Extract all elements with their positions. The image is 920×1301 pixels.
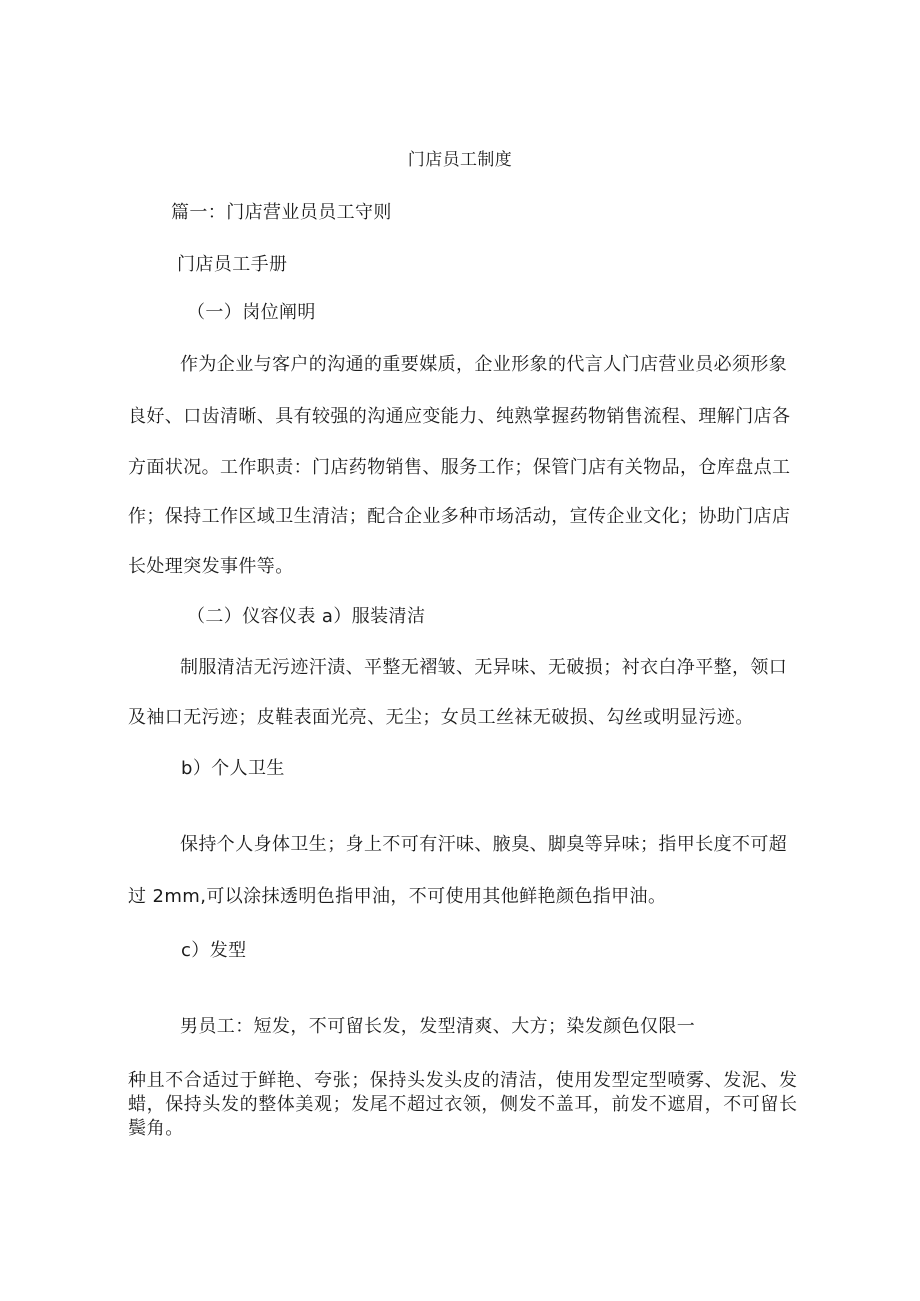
- paragraph-line: 及袖口无污迹；皮鞋表面光亮、无尘；女员工丝袜无破损、勾丝或明显污迹。: [128, 707, 754, 728]
- paragraph-line: 鬓角。: [128, 1118, 184, 1139]
- paragraph-line: 长处理突发事件等。: [128, 556, 294, 577]
- chapter-heading: 篇一：门店营业员员工守则: [171, 202, 392, 223]
- paragraph-line: 种且不合适过于鲜艳、夸张；保持头发头皮的清洁，使用发型定型喷雾、发泥、发: [128, 1070, 798, 1091]
- document-title: 门店员工制度: [407, 150, 513, 170]
- paragraph-line: 蜡，保持头发的整体美观；发尾不超过衣领，侧发不盖耳，前发不遮眉，不可留长: [128, 1094, 798, 1115]
- paragraph-line: 良好、口齿清晰、具有较强的沟通应变能力、纯熟掌握药物销售流程、理解门店各: [128, 406, 791, 427]
- section-heading-job-description: （一）岗位阐明: [187, 302, 316, 323]
- paragraph-line: 男员工：短发，不可留长发，发型清爽、大方；染发颜色仅限一: [180, 1016, 696, 1037]
- manual-heading: 门店员工手册: [177, 254, 288, 275]
- paragraph-line: 过 2mm,可以涂抹透明色指甲油，不可使用其他鲜艳颜色指甲油。: [128, 886, 667, 907]
- paragraph-line: 作为企业与客户的沟通的重要媒质，企业形象的代言人门店营业员必须形象: [180, 354, 788, 375]
- paragraph-line: 制服清洁无污迹汗渍、平整无褶皱、无异味、无破损；衬衣白净平整，领口: [180, 657, 788, 678]
- paragraph-line: 保持个人身体卫生；身上不可有汗味、腋臭、脚臭等异味；指甲长度不可超: [180, 834, 788, 855]
- paragraph-line: 方面状况。工作职责：门店药物销售、服务工作；保管门店有关物品，仓库盘点工: [128, 457, 791, 478]
- subheading-hairstyle: c）发型: [181, 940, 247, 961]
- paragraph-line: 作；保持工作区域卫生清洁；配合企业多种市场活动，宣传企业文化；协助门店店: [128, 506, 791, 527]
- section-heading-appearance: （二）仪容仪表 a）服装清洁: [187, 606, 426, 627]
- subheading-personal-hygiene: b）个人卫生: [181, 758, 285, 779]
